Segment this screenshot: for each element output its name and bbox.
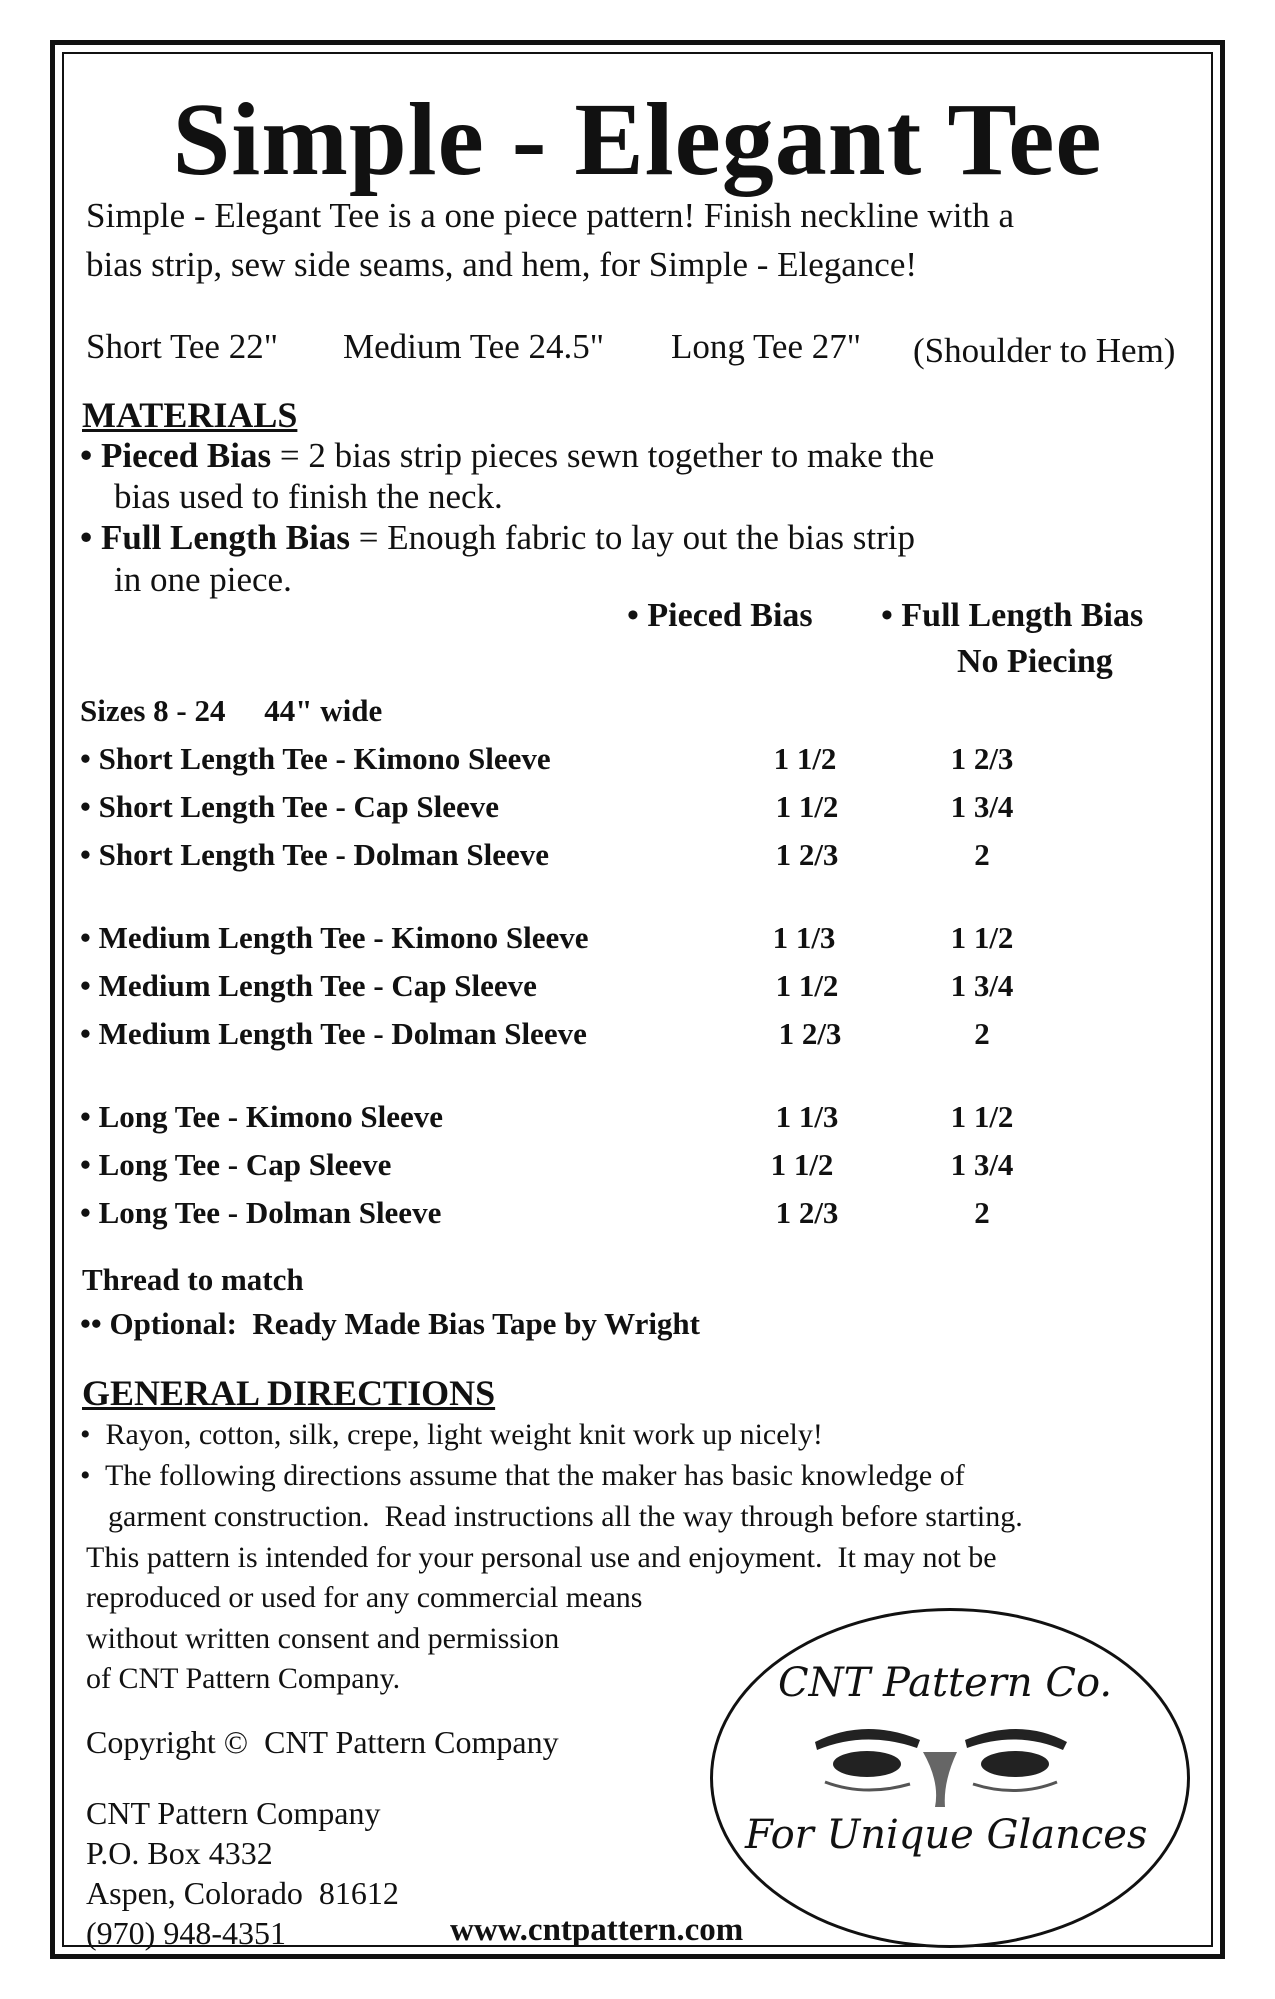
- address-pobox: P.O. Box 4332: [86, 1835, 273, 1871]
- logo-top-text: CNT Pattern Co.: [778, 1660, 1113, 1706]
- copyright-notice: Copyright © CNT Pattern Company: [86, 1724, 559, 1760]
- table-cell-full: 1 3/4: [950, 968, 1014, 1003]
- table-cell-pieced: 1 1/3: [772, 920, 836, 955]
- intro-line-2: bias strip, sew side seams, and hem, for Simple - Elegance!: [86, 245, 918, 284]
- table-cell-full: 1 1/2: [950, 1099, 1014, 1134]
- logo-bottom-text: For Unique Glances: [745, 1812, 1148, 1858]
- material-full: [80, 518, 915, 558]
- general-directions-heading: GENERAL DIRECTIONS: [82, 1373, 496, 1413]
- table-row-label: • Medium Length Tee - Kimono Sleeve: [80, 920, 589, 955]
- page-title: Simple - Elegant Tee: [172, 82, 1103, 197]
- table-cell-full: 1 3/4: [950, 1147, 1014, 1182]
- table-cell-pieced: 1 1/2: [775, 968, 839, 1003]
- length-long: Long Tee 27": [671, 327, 862, 366]
- length-short: Short Tee 22": [86, 327, 279, 366]
- table-cell-full: 2: [974, 837, 990, 872]
- column-full-subheader: No Piecing: [957, 643, 1113, 680]
- table-cell-full: 2: [974, 1195, 990, 1230]
- address-phone: (970) 948-4351: [86, 1915, 286, 1951]
- table-row-label: • Short Length Tee - Kimono Sleeve: [80, 741, 551, 776]
- material-pieced-label: • Pieced Bias: [80, 436, 272, 475]
- table-cell-pieced: 1 1/3: [775, 1099, 839, 1134]
- general-bullet-2-cont: garment construction. Read instructions all the way through before starting.: [108, 1500, 1023, 1533]
- usage-line-1: This pattern is intended for your personal use and enjoyment. It may not be: [86, 1541, 997, 1574]
- general-bullet-1: • Rayon, cotton, silk, crepe, light weight knit work up nicely!: [80, 1418, 823, 1451]
- general-bullet-2: • The following directions assume that the maker has basic knowledge of: [80, 1459, 965, 1492]
- table-row-label: • Long Tee - Kimono Sleeve: [80, 1099, 444, 1134]
- table-row-label: • Short Length Tee - Dolman Sleeve: [80, 837, 549, 872]
- table-cell-pieced: 1 1/2: [775, 789, 839, 824]
- eyes-illustration: [805, 1712, 1075, 1822]
- length-note: (Shoulder to Hem): [913, 331, 1176, 370]
- column-full-header: • Full Length Bias: [881, 597, 1144, 634]
- table-cell-full: 2: [974, 1016, 990, 1051]
- usage-line-3: without written consent and permission: [86, 1622, 560, 1655]
- table-cell-full: 1 1/2: [950, 920, 1014, 955]
- table-cell-pieced: 1 1/2: [770, 1147, 834, 1182]
- material-full-text: = Enough fabric to lay out the bias strip: [349, 518, 915, 557]
- address-city: Aspen, Colorado 81612: [86, 1875, 399, 1911]
- table-cell-pieced: 1 2/3: [775, 837, 839, 872]
- website-link[interactable]: www.cntpattern.com: [450, 1912, 744, 1948]
- table-row-label: • Medium Length Tee - Dolman Sleeve: [80, 1016, 587, 1051]
- table-row-label: • Short Length Tee - Cap Sleeve: [80, 789, 500, 824]
- usage-line-4: of CNT Pattern Company.: [86, 1662, 401, 1695]
- optional-note: •• Optional: Ready Made Bias Tape by Wright: [80, 1306, 700, 1341]
- usage-line-2: reproduced or used for any commercial means: [86, 1581, 643, 1614]
- sizes-label: Sizes 8 - 24 44" wide: [80, 693, 383, 728]
- intro-line-1: Simple - Elegant Tee is a one piece pattern! Finish neckline with a: [86, 196, 1015, 235]
- table-cell-full: 1 2/3: [950, 741, 1014, 776]
- materials-heading: MATERIALS: [82, 395, 298, 435]
- table-cell-pieced: 1 2/3: [778, 1016, 842, 1051]
- material-pieced-text: = 2 bias strip pieces sewn together to make the: [271, 436, 935, 475]
- table-row-label: • Long Tee - Cap Sleeve: [80, 1147, 392, 1182]
- table-row-label: • Long Tee - Dolman Sleeve: [80, 1195, 442, 1230]
- thread-note: Thread to match: [82, 1262, 304, 1297]
- length-medium: Medium Tee 24.5": [343, 327, 605, 366]
- material-pieced-cont: bias used to finish the neck.: [114, 477, 503, 516]
- material-full-cont: in one piece.: [114, 560, 292, 599]
- material-pieced: [80, 436, 934, 476]
- table-cell-pieced: 1 1/2: [773, 741, 837, 776]
- table-row-label: • Medium Length Tee - Cap Sleeve: [80, 968, 537, 1003]
- table-cell-pieced: 1 2/3: [775, 1195, 839, 1230]
- material-full-label: • Full Length Bias: [80, 518, 350, 557]
- address-company: CNT Pattern Company: [86, 1795, 381, 1831]
- column-pieced-header: • Pieced Bias: [627, 597, 813, 634]
- table-cell-full: 1 3/4: [950, 789, 1014, 824]
